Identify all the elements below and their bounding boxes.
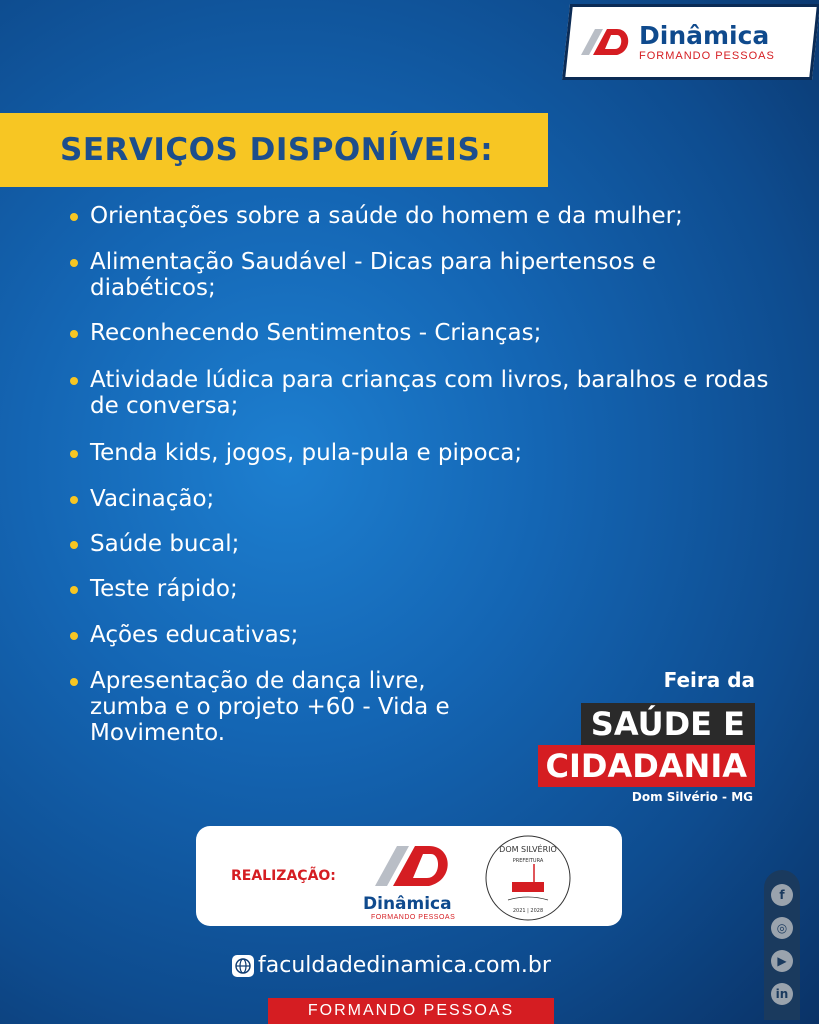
list-item: Vacinação; (68, 486, 778, 512)
dinamica-mark-icon (371, 836, 457, 894)
realizacao-box (196, 826, 622, 926)
linkedin-icon[interactable]: in (771, 983, 793, 1005)
instagram-icon[interactable]: ◎ (771, 917, 793, 939)
bullet-icon (70, 213, 78, 221)
dinamica-logo (361, 832, 461, 922)
brand-tagline: FORMANDO PESSOAS (639, 50, 775, 62)
bullet-icon (70, 259, 78, 267)
brand-tagline: FORMANDO PESSOAS (371, 914, 456, 921)
website-url[interactable]: faculdadedinamica.com.br (258, 953, 551, 978)
list-item: Atividade lúdica para crianças com livros, baralhos e rodas de conversa; (68, 367, 778, 419)
footer-text: FORMANDO PESSOAS (307, 1002, 515, 1019)
list-item: Saúde bucal; (68, 531, 778, 557)
list-item: Alimentação Saudável - Dicas para hipertensos e diabéticos; (68, 249, 778, 301)
list-item: Teste rápido; (68, 576, 778, 602)
page-title: SERVIÇOS DISPONÍVEIS: (60, 132, 494, 168)
list-item: Ações educativas; (68, 622, 778, 648)
social-bar (764, 870, 800, 1020)
list-item: Reconhecendo Sentimentos - Crianças; (68, 320, 778, 346)
header-logo (562, 4, 819, 80)
facebook-icon[interactable]: f (771, 884, 793, 906)
event-line-3: CIDADANIA (538, 745, 756, 787)
title-band (0, 113, 548, 187)
prefeitura-seal-icon (484, 834, 572, 922)
event-line-2: SAÚDE E (581, 703, 755, 745)
bullet-icon (70, 541, 78, 549)
dinamica-mark-icon (577, 21, 635, 63)
bullet-icon (70, 586, 78, 594)
list-item: Orientações sobre a saúde do homem e da mulher; (68, 203, 778, 229)
list-item: Apresentação de dança livre, zumba e o projeto +60 - Vida e Movimento. (68, 668, 490, 746)
bullet-icon (70, 330, 78, 338)
bullet-icon (70, 377, 78, 385)
realizacao-label: REALIZAÇÃO: (231, 868, 336, 884)
svg-text:DOM SILVÉRIO: DOM SILVÉRIO (499, 845, 557, 854)
list-item: Tenda kids, jogos, pula-pula e pipoca; (68, 440, 778, 466)
svg-text:PREFEITURA: PREFEITURA (512, 858, 544, 864)
brand-name: Dinâmica (363, 894, 452, 914)
bullet-icon (70, 496, 78, 504)
youtube-icon[interactable]: ▶ (771, 950, 793, 972)
bullet-icon (70, 632, 78, 640)
bullet-icon (70, 678, 78, 686)
services-list (68, 203, 778, 746)
footer-band (268, 998, 554, 1024)
event-location: Dom Silvério - MG (631, 790, 753, 804)
globe-icon (232, 955, 254, 977)
event-line-1: Feira da (663, 668, 755, 692)
event-title-block (505, 668, 755, 808)
brand-name: Dinâmica (639, 21, 770, 50)
bullet-icon (70, 450, 78, 458)
website-link[interactable] (232, 953, 551, 978)
svg-text:2021 | 2028: 2021 | 2028 (512, 908, 544, 914)
